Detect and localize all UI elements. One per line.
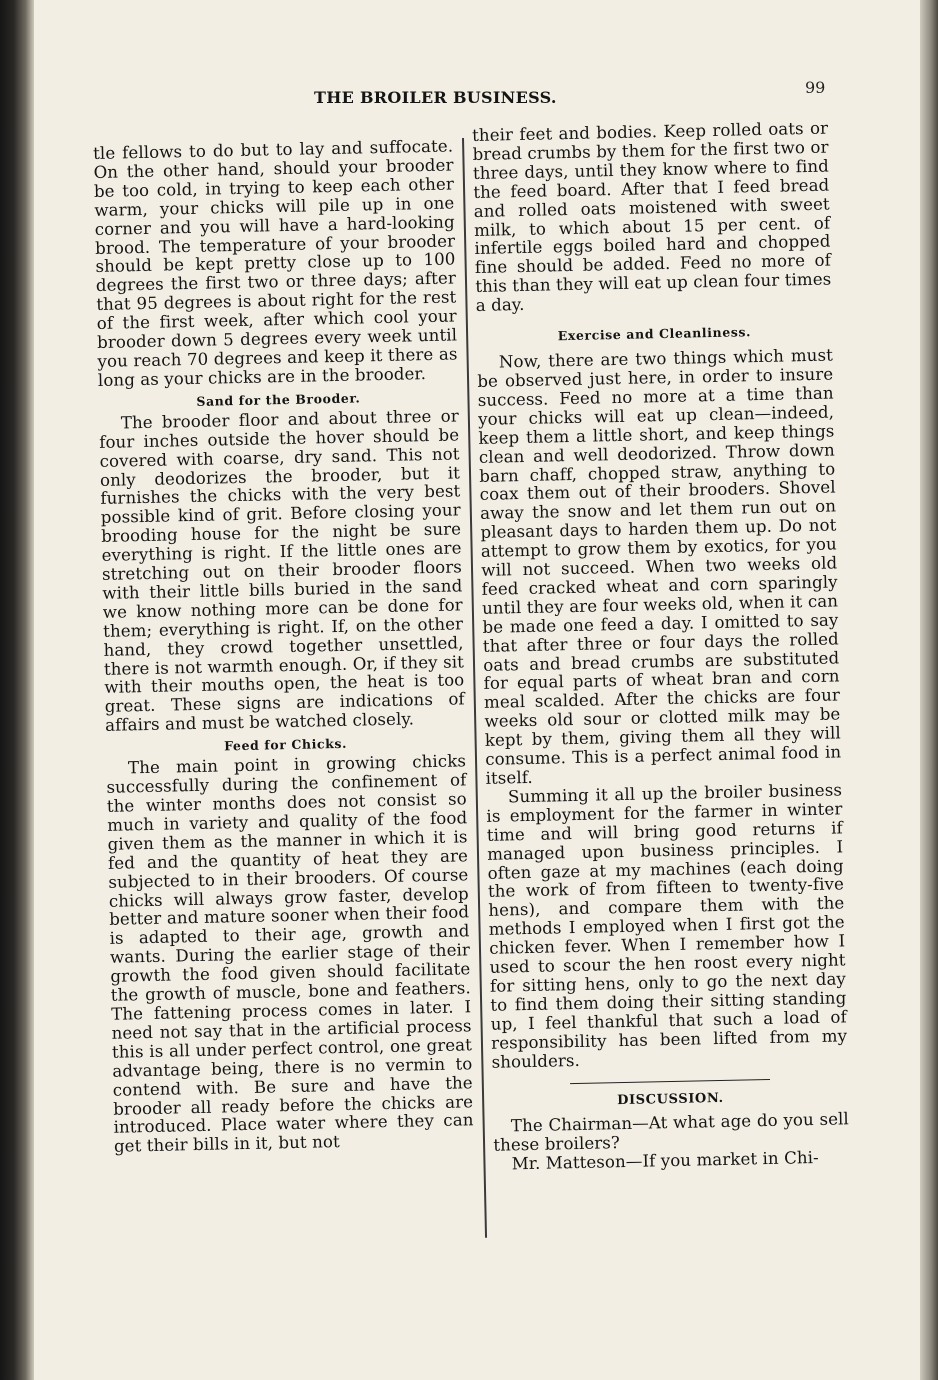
paragraph: Now, there are two things which must be observed just here, in order to insure success. Feed no more at a time than your chicks will eat up clean—indeed, keep them a little short, and keep things clean and well deodorized. Throw down barn chaff, chopped straw, anything to coax them out of their brooders. Shovel away the snow and let them run out on pleasant days to harden them up. Do not attempt to grow them by exotics, for you will not succeed. When two weeks old feed cracked wheat and corn sparingly until they are four weeks old, when it can be made one feed a day. I omitted to say that after three or four days the rolled oats and bread crumbs are substituted for equal parts of wheat bran and corn meal scalded. After the chicks are four weeks old sour or clotted milk may be kept by them, giving them all they will consume. This is a perfect animal food in itself.: [477, 345, 842, 788]
right-column: [472, 120, 850, 1175]
discussion-line: Mr. Matteson—If you market in Chi-: [511, 1147, 819, 1174]
page-edge-shadow: [920, 0, 938, 1380]
running-title: THE BROILER BUSINESS.: [314, 88, 557, 107]
discussion-line: The Chairman—At what age do you sell these broilers?: [493, 1109, 850, 1155]
discussion-heading: DISCUSSION.: [617, 1090, 724, 1109]
section-heading-feed: Feed for Chicks.: [224, 736, 348, 754]
section-separator: [570, 1078, 770, 1084]
book-spine-shadow: [0, 0, 34, 1380]
paragraph: The brooder floor and about three or four inches outside the hover should be covered with coarse, dry sand. This not only deodorizes the brooder, but it furnishes the chicks with the very best possible kind of grit. Before closing your brooding house for the night be sure everything is right. If the little ones are stretching out on their brooder floors with their little bills buried in the sand we know nothing more can be done for them; everything is right. If, on the other hand, they crowd together unsettled, there is not warmth enough. Or, if they sit with their mouths open, the heat is too great. These signs are indications of affairs and must be watched closely.: [99, 406, 465, 736]
section-heading-exercise: Exercise and Cleanliness.: [557, 324, 752, 344]
left-column: [93, 137, 474, 1157]
paragraph: The main point in growing chicks successfully during the confinement of the winter months does not consist so much in variety and quality of the food given them as the manner in which it is fed and the quantity of heat they are subjected to in their brooders. Of course chicks will always grow faster, develop better and mature sooner when their food is adapted to their age, growth and wants. During the earlier stage of their growth the food given should facilitate the growth of muscle, bone and feathers. The fattening process comes in later. I need not say that in the artificial process this is all under perfect control, one great advantage being, there is no vermin to contend with. Be sure and have the brooder all ready before the chicks are introduced. Place water where they can get their bills in it, but not: [106, 751, 474, 1157]
paragraph: their feet and bodies. Keep rolled oats or bread crumbs by them for the first two or three days, until they know where to find the feed board. After that I feed bread and rolled oats moistened with sweet milk, to which about 15 per cent. of infertile eggs boiled hard and chopped fine should be added. Feed no more of this than they will eat up clean four times a day.: [471, 118, 832, 316]
section-heading-sand: Sand for the Brooder.: [196, 390, 361, 409]
discussion: [493, 1110, 850, 1174]
paragraph: Summing it all up the broiler business is employment for the farmer in winter time and will bring good returns if managed upon business principles. I often gaze at my machines (each doing the work of from fifteen to twenty-five hens), and compare them with the methods I employed when I first got the chicken fever. When I remember how I used to scour the hen roost every night for sitting hens, only to go the next day to find them doing their sitting standing up, I feel thankful that such a load of responsibility has been lifted from my shoulders.: [486, 780, 848, 1072]
paragraph: tle fellows to do but to lay and suffocate. On the other hand, should your brooder be too cold, in trying to keep each other warm, your chicks will pile up in one corner and you will have a hard-looking brood. The temperature of your brooder should be kept pretty close up to 100 degrees the first two or three days; after that 95 degrees is about right for the rest of the first week, after which cool your brooder down 5 degrees every week until you reach 70 degrees and keep it there as long as your chicks are in the brooder.: [92, 136, 458, 390]
page-number: 99: [805, 78, 826, 97]
